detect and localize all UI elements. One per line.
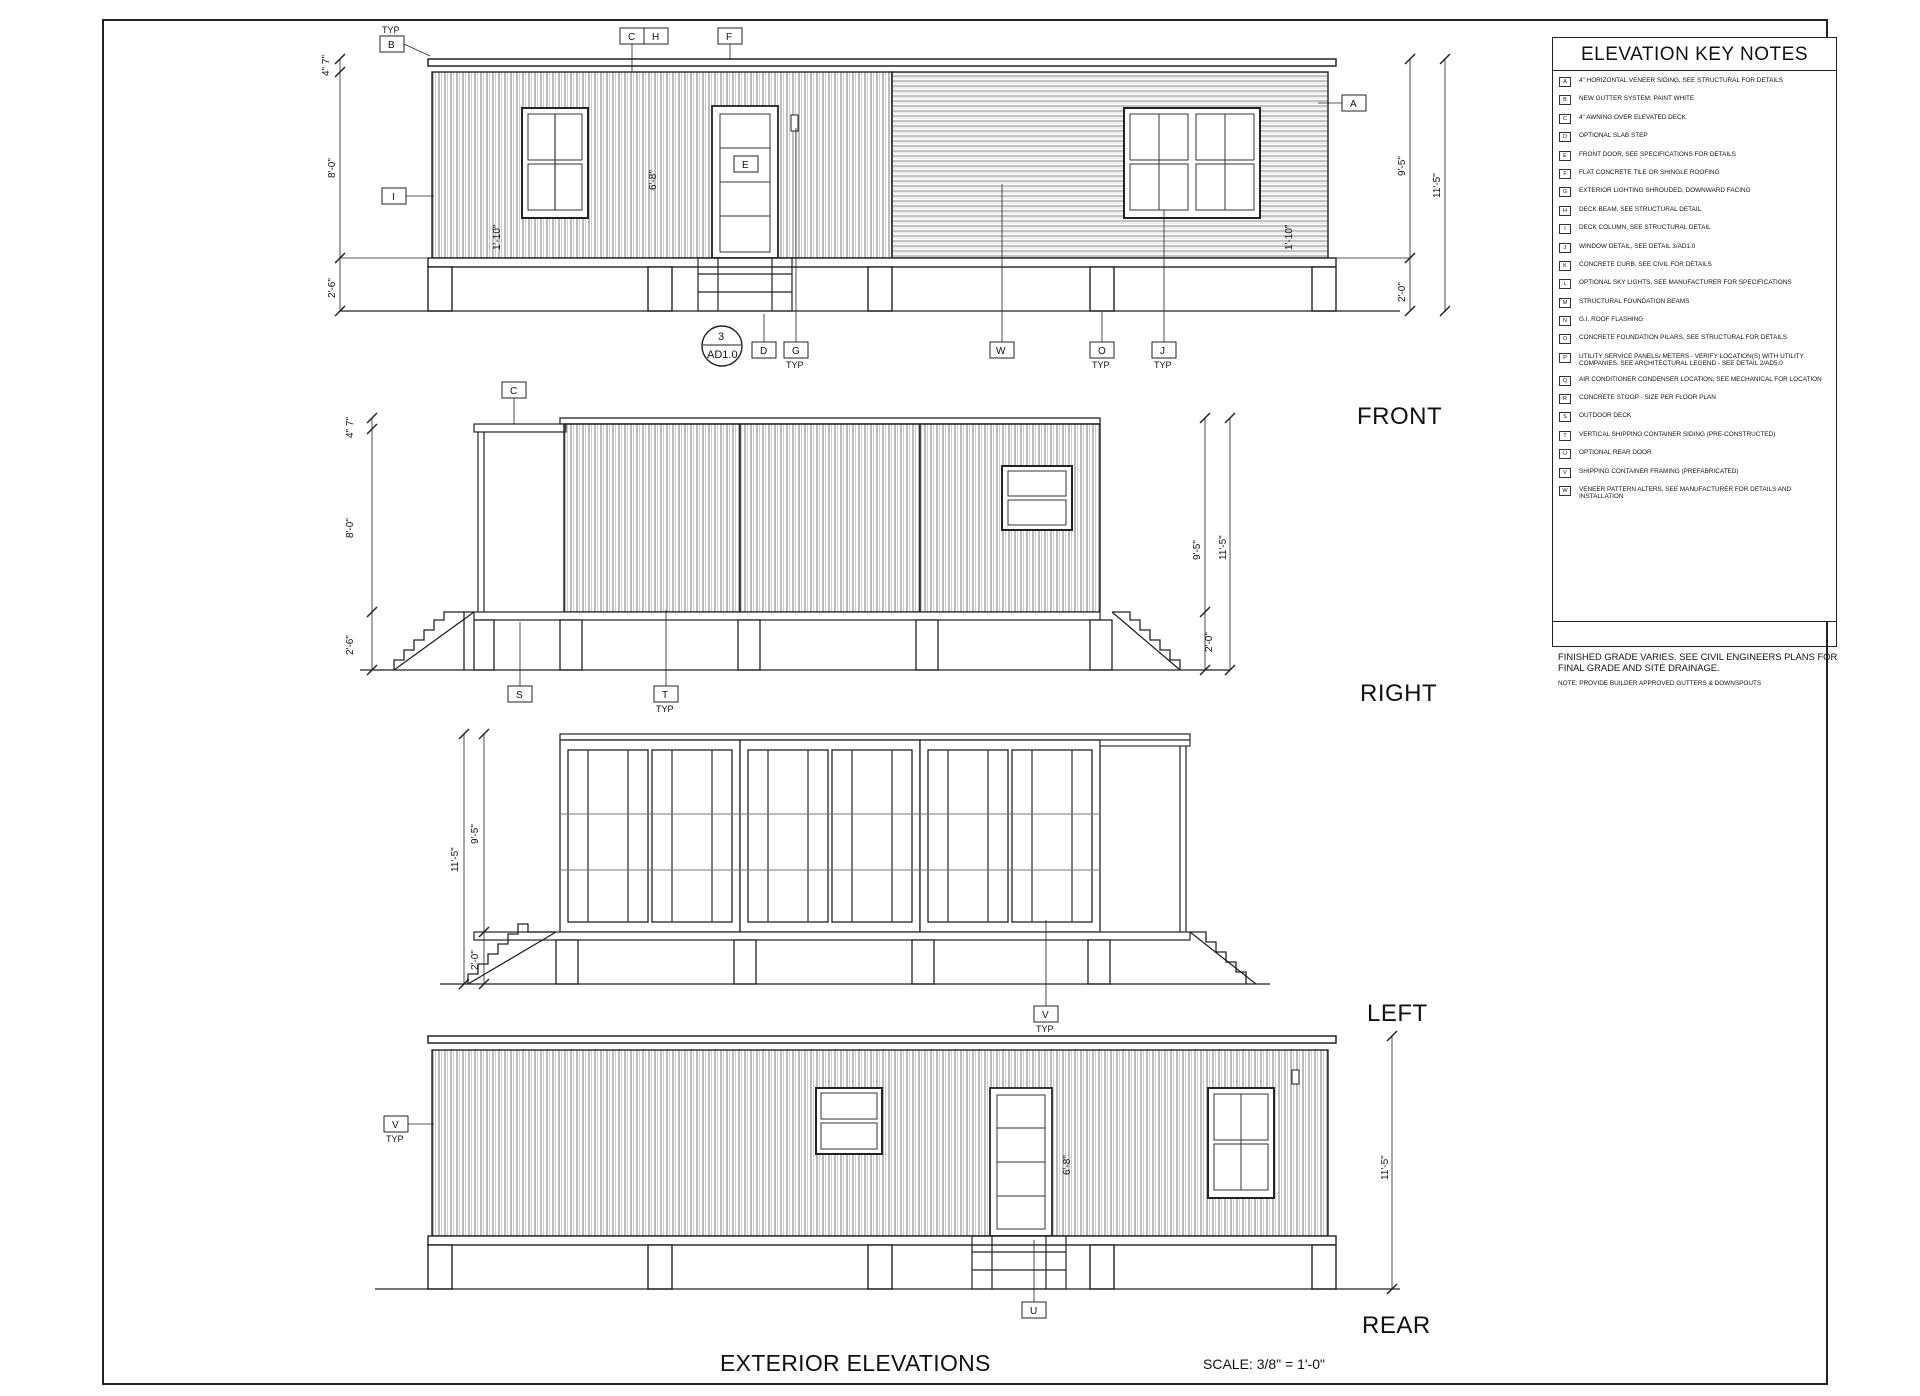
svg-text:D: D bbox=[760, 346, 768, 357]
svg-text:C: C bbox=[510, 386, 518, 397]
key-note-letter: W bbox=[1559, 486, 1571, 496]
elevation-key-notes bbox=[1552, 37, 1837, 622]
left-dim-inner: 9'-5" bbox=[470, 824, 481, 844]
key-note-text: 4" AWNING OVER ELEVATED DECK bbox=[1579, 113, 1686, 121]
key-note-text: SHIPPING CONTAINER FRAMING (PREFABRICATED) bbox=[1579, 467, 1739, 475]
rear-elevation bbox=[375, 1031, 1400, 1318]
key-note-letter: D bbox=[1559, 132, 1571, 142]
front-door bbox=[712, 106, 778, 258]
svg-text:3: 3 bbox=[718, 331, 725, 343]
left-dim-base: 2'-0" bbox=[470, 950, 481, 970]
key-note-text: NEW GUTTER SYSTEM; PAINT WHITE bbox=[1579, 95, 1695, 103]
svg-text:H: H bbox=[652, 32, 660, 43]
key-note-text: OPTIONAL REAR DOOR bbox=[1579, 449, 1652, 457]
key-note-letter: Q bbox=[1559, 376, 1571, 386]
gutter-note: NOTE: PROVIDE BUILDER APPROVED GUTTERS & DOWNSPOUTS bbox=[1558, 680, 1762, 687]
left-roof bbox=[560, 734, 1190, 740]
key-note-letter: H bbox=[1559, 206, 1571, 216]
key-note-letter: G bbox=[1559, 187, 1571, 197]
key-note-text: STRUCTURAL FOUNDATION BEAMS bbox=[1579, 297, 1690, 305]
rear-window-right bbox=[1208, 1088, 1274, 1198]
right-dim-inner: 9'-5" bbox=[1192, 540, 1203, 560]
key-note-letter: T bbox=[1559, 431, 1571, 441]
right-elevation bbox=[345, 382, 1235, 714]
key-note-letter: A bbox=[1559, 77, 1571, 87]
right-window bbox=[1002, 466, 1072, 530]
key-note-item bbox=[1559, 114, 1830, 124]
front-dim-sill-left: 1'-10" bbox=[492, 224, 503, 250]
svg-text:TYP: TYP bbox=[382, 25, 400, 35]
key-note-item bbox=[1559, 334, 1830, 344]
right-tag-c bbox=[502, 382, 526, 424]
svg-text:G: G bbox=[792, 346, 800, 357]
front-tag-o bbox=[1090, 312, 1114, 370]
right-stairs-left bbox=[394, 612, 474, 670]
rear-dim-door: 6'-8" bbox=[1062, 1155, 1073, 1175]
key-note-letter: S bbox=[1559, 412, 1571, 422]
key-note-item bbox=[1559, 486, 1830, 500]
right-dim-base-right: 2'-0" bbox=[1204, 632, 1215, 652]
key-note-item bbox=[1559, 298, 1830, 308]
sheet-title: EXTERIOR ELEVATIONS bbox=[720, 1350, 991, 1376]
svg-text:AD1.0: AD1.0 bbox=[707, 349, 738, 361]
svg-text:W: W bbox=[996, 346, 1006, 357]
key-note-text: AIR CONDITIONER CONDENSER LOCATION, SEE MECHANICAL FOR LOCATION bbox=[1579, 375, 1822, 383]
key-note-text: CONCRETE CURB, SEE CIVIL FOR DETAILS bbox=[1579, 260, 1712, 268]
key-note-text: DECK COLUMN, SEE STRUCTURAL DETAIL bbox=[1579, 224, 1711, 232]
front-dim-wall: 8'-0" bbox=[327, 158, 338, 178]
front-window-left bbox=[522, 108, 588, 218]
front-dim-base: 2'-6" bbox=[327, 278, 338, 298]
grade-note: FINISHED GRADE VARIES. SEE CIVIL ENGINEERS PLANS FOR FINAL GRADE AND SITE DRAINAGE. bbox=[1558, 651, 1838, 673]
sheet-scale: SCALE: 3/8" = 1'-0" bbox=[1203, 1356, 1325, 1372]
svg-text:TYP: TYP bbox=[1036, 1024, 1054, 1034]
key-note-item bbox=[1559, 243, 1830, 253]
key-note-letter: I bbox=[1559, 224, 1571, 234]
key-note-item bbox=[1559, 261, 1830, 271]
svg-text:TYP: TYP bbox=[1154, 360, 1172, 370]
svg-text:V: V bbox=[1042, 1010, 1049, 1021]
front-tag-e bbox=[734, 156, 758, 172]
left-container-doors bbox=[560, 740, 1100, 932]
front-dim-inner: 9'-5" bbox=[1397, 156, 1408, 176]
key-note-letter: R bbox=[1559, 394, 1571, 404]
key-note-text: 4" HORIZONTAL VENEER SIDING, SEE STRUCTURAL FOR DETAILS bbox=[1579, 77, 1783, 84]
key-note-letter: O bbox=[1559, 334, 1571, 344]
svg-text:TYP: TYP bbox=[656, 704, 674, 714]
front-roof bbox=[428, 59, 1336, 66]
svg-text:E: E bbox=[742, 160, 749, 171]
key-note-text: FLAT CONCRETE TILE OR SHINGLE ROOFING bbox=[1579, 168, 1720, 176]
rear-utility-panel bbox=[1292, 1070, 1299, 1084]
svg-text:I: I bbox=[392, 192, 395, 203]
key-note-letter: U bbox=[1559, 449, 1571, 459]
key-note-letter: P bbox=[1559, 353, 1571, 363]
svg-text:TYP: TYP bbox=[1092, 360, 1110, 370]
key-note-item bbox=[1559, 279, 1830, 289]
svg-text:S: S bbox=[516, 690, 523, 701]
key-note-item bbox=[1559, 95, 1830, 105]
key-note-text: EXTERIOR LIGHTING SHROUDED, DOWNWARD FACING bbox=[1579, 187, 1751, 195]
key-note-letter: M bbox=[1559, 298, 1571, 308]
key-note-letter: E bbox=[1559, 151, 1571, 161]
front-dim-overall: 11'-5" bbox=[1432, 173, 1443, 198]
right-container-1 bbox=[564, 424, 740, 612]
key-note-item bbox=[1559, 449, 1830, 459]
key-note-text: FRONT DOOR, SEE SPECIFICATIONS FOR DETAILS bbox=[1579, 150, 1736, 158]
key-note-text: WINDOW DETAIL, SEE DETAIL 3/AD1.0 bbox=[1579, 242, 1696, 250]
svg-text:F: F bbox=[726, 32, 733, 43]
rear-roof bbox=[428, 1036, 1336, 1043]
left-stairs-right bbox=[1190, 932, 1256, 984]
key-note-item bbox=[1559, 376, 1830, 386]
key-note-letter: J bbox=[1559, 243, 1571, 253]
key-notes-list bbox=[1553, 77, 1836, 500]
key-note-letter: C bbox=[1559, 114, 1571, 124]
right-container-2 bbox=[740, 424, 920, 612]
key-note-text: OUTDOOR DECK bbox=[1579, 412, 1632, 420]
front-dim-base-right: 2'-0" bbox=[1397, 282, 1408, 302]
svg-text:O: O bbox=[1098, 346, 1106, 357]
right-dim-wall: 8'-0" bbox=[345, 518, 356, 538]
key-note-text: VENEER PATTERN ALTERS, SEE MANUFACTURER FOR DETAILS AND INSTALLATION bbox=[1579, 486, 1792, 501]
key-note-item bbox=[1559, 468, 1830, 478]
view-title-right: RIGHT bbox=[1360, 680, 1438, 707]
front-dim-sill-right: 1'-10" bbox=[1284, 224, 1295, 250]
svg-text:U: U bbox=[1030, 1306, 1038, 1317]
svg-text:J: J bbox=[1160, 346, 1165, 357]
view-title-front: FRONT bbox=[1357, 403, 1443, 430]
key-note-item bbox=[1559, 412, 1830, 422]
key-note-letter: F bbox=[1559, 169, 1571, 179]
notes-box bbox=[1552, 620, 1837, 647]
key-note-item bbox=[1559, 224, 1830, 234]
svg-text:TYP: TYP bbox=[386, 1134, 404, 1144]
rear-door bbox=[990, 1088, 1052, 1236]
svg-text:A: A bbox=[1350, 99, 1357, 110]
front-tag-f bbox=[718, 28, 742, 60]
key-note-item bbox=[1559, 394, 1830, 404]
key-note-item bbox=[1559, 169, 1830, 179]
right-dim-base: 2'-6" bbox=[345, 635, 356, 655]
key-note-item bbox=[1559, 316, 1830, 326]
key-note-item bbox=[1559, 132, 1830, 142]
key-note-item bbox=[1559, 431, 1830, 441]
svg-text:B: B bbox=[388, 40, 395, 51]
front-light-fixture bbox=[791, 115, 798, 131]
svg-text:C: C bbox=[628, 32, 636, 43]
key-note-text: OPTIONAL SKY LIGHTS, SEE MANUFACTURER FOR SPECIFICATIONS bbox=[1579, 279, 1792, 287]
key-note-text: UTILITY SERVICE PANELS/ METERS - VERIFY LOCATION(S) WITH UTILITY COMPANIES. SEE ARCHITECTURAL LEGEND - SEE DETAIL 2/AD5.0 bbox=[1579, 352, 1804, 368]
right-tag-t bbox=[654, 610, 678, 714]
key-note-letter: B bbox=[1559, 95, 1571, 105]
front-tag-b bbox=[380, 25, 430, 56]
front-tag-d bbox=[752, 314, 776, 358]
key-note-letter: N bbox=[1559, 316, 1571, 326]
right-roof bbox=[560, 418, 1100, 424]
left-elevation bbox=[440, 729, 1270, 1034]
key-note-text: VERTICAL SHIPPING CONTAINER SIDING (PRE-CONSTRUCTED) bbox=[1579, 430, 1776, 438]
right-awning bbox=[474, 424, 566, 432]
right-tag-s bbox=[508, 622, 532, 702]
key-note-item bbox=[1559, 353, 1830, 367]
key-note-letter: L bbox=[1559, 279, 1571, 289]
key-note-item bbox=[1559, 187, 1830, 197]
rear-tag-v bbox=[384, 1116, 434, 1144]
front-elevation bbox=[321, 25, 1450, 370]
key-note-text: CONCRETE STOOP - SIZE PER FLOOR PLAN bbox=[1579, 394, 1716, 402]
key-note-letter: V bbox=[1559, 468, 1571, 478]
view-title-rear: REAR bbox=[1362, 1312, 1431, 1339]
front-tag-i bbox=[382, 188, 434, 204]
rear-window-left bbox=[816, 1088, 882, 1154]
svg-text:T: T bbox=[662, 690, 669, 701]
key-note-item bbox=[1559, 206, 1830, 216]
front-dim-top-left: 4" 7" bbox=[321, 54, 332, 76]
right-dim-overall: 11'-5" bbox=[1218, 535, 1229, 560]
front-window-right bbox=[1124, 108, 1260, 218]
front-veneer-wall bbox=[892, 72, 1328, 258]
right-stairs-right bbox=[1112, 612, 1180, 670]
key-note-text: OPTIONAL SLAB STEP bbox=[1579, 132, 1648, 140]
left-dim-overall: 11'-5" bbox=[450, 847, 461, 872]
key-note-text: CONCRETE FOUNDATION PILARS, SEE STRUCTURAL FOR DETAILS bbox=[1579, 334, 1787, 342]
key-notes-title: ELEVATION KEY NOTES bbox=[1553, 38, 1836, 71]
key-note-letter: K bbox=[1559, 261, 1571, 271]
front-dim-door: 6'-8" bbox=[648, 170, 659, 190]
key-note-item bbox=[1559, 151, 1830, 161]
key-note-text: DECK BEAM, SEE STRUCTURAL DETAIL bbox=[1579, 205, 1702, 213]
right-dim-top-left: 4" 7" bbox=[345, 416, 356, 438]
front-detail-callout bbox=[702, 326, 742, 366]
svg-text:V: V bbox=[392, 1120, 399, 1131]
front-deck-beam bbox=[428, 258, 1336, 267]
key-note-item bbox=[1559, 77, 1830, 87]
key-note-text: G.I. ROOF FLASHING bbox=[1579, 316, 1644, 324]
view-title-left: LEFT bbox=[1367, 1000, 1428, 1027]
rear-dim-overall: 11'-5" bbox=[1380, 1155, 1391, 1180]
svg-text:TYP: TYP bbox=[786, 360, 804, 370]
